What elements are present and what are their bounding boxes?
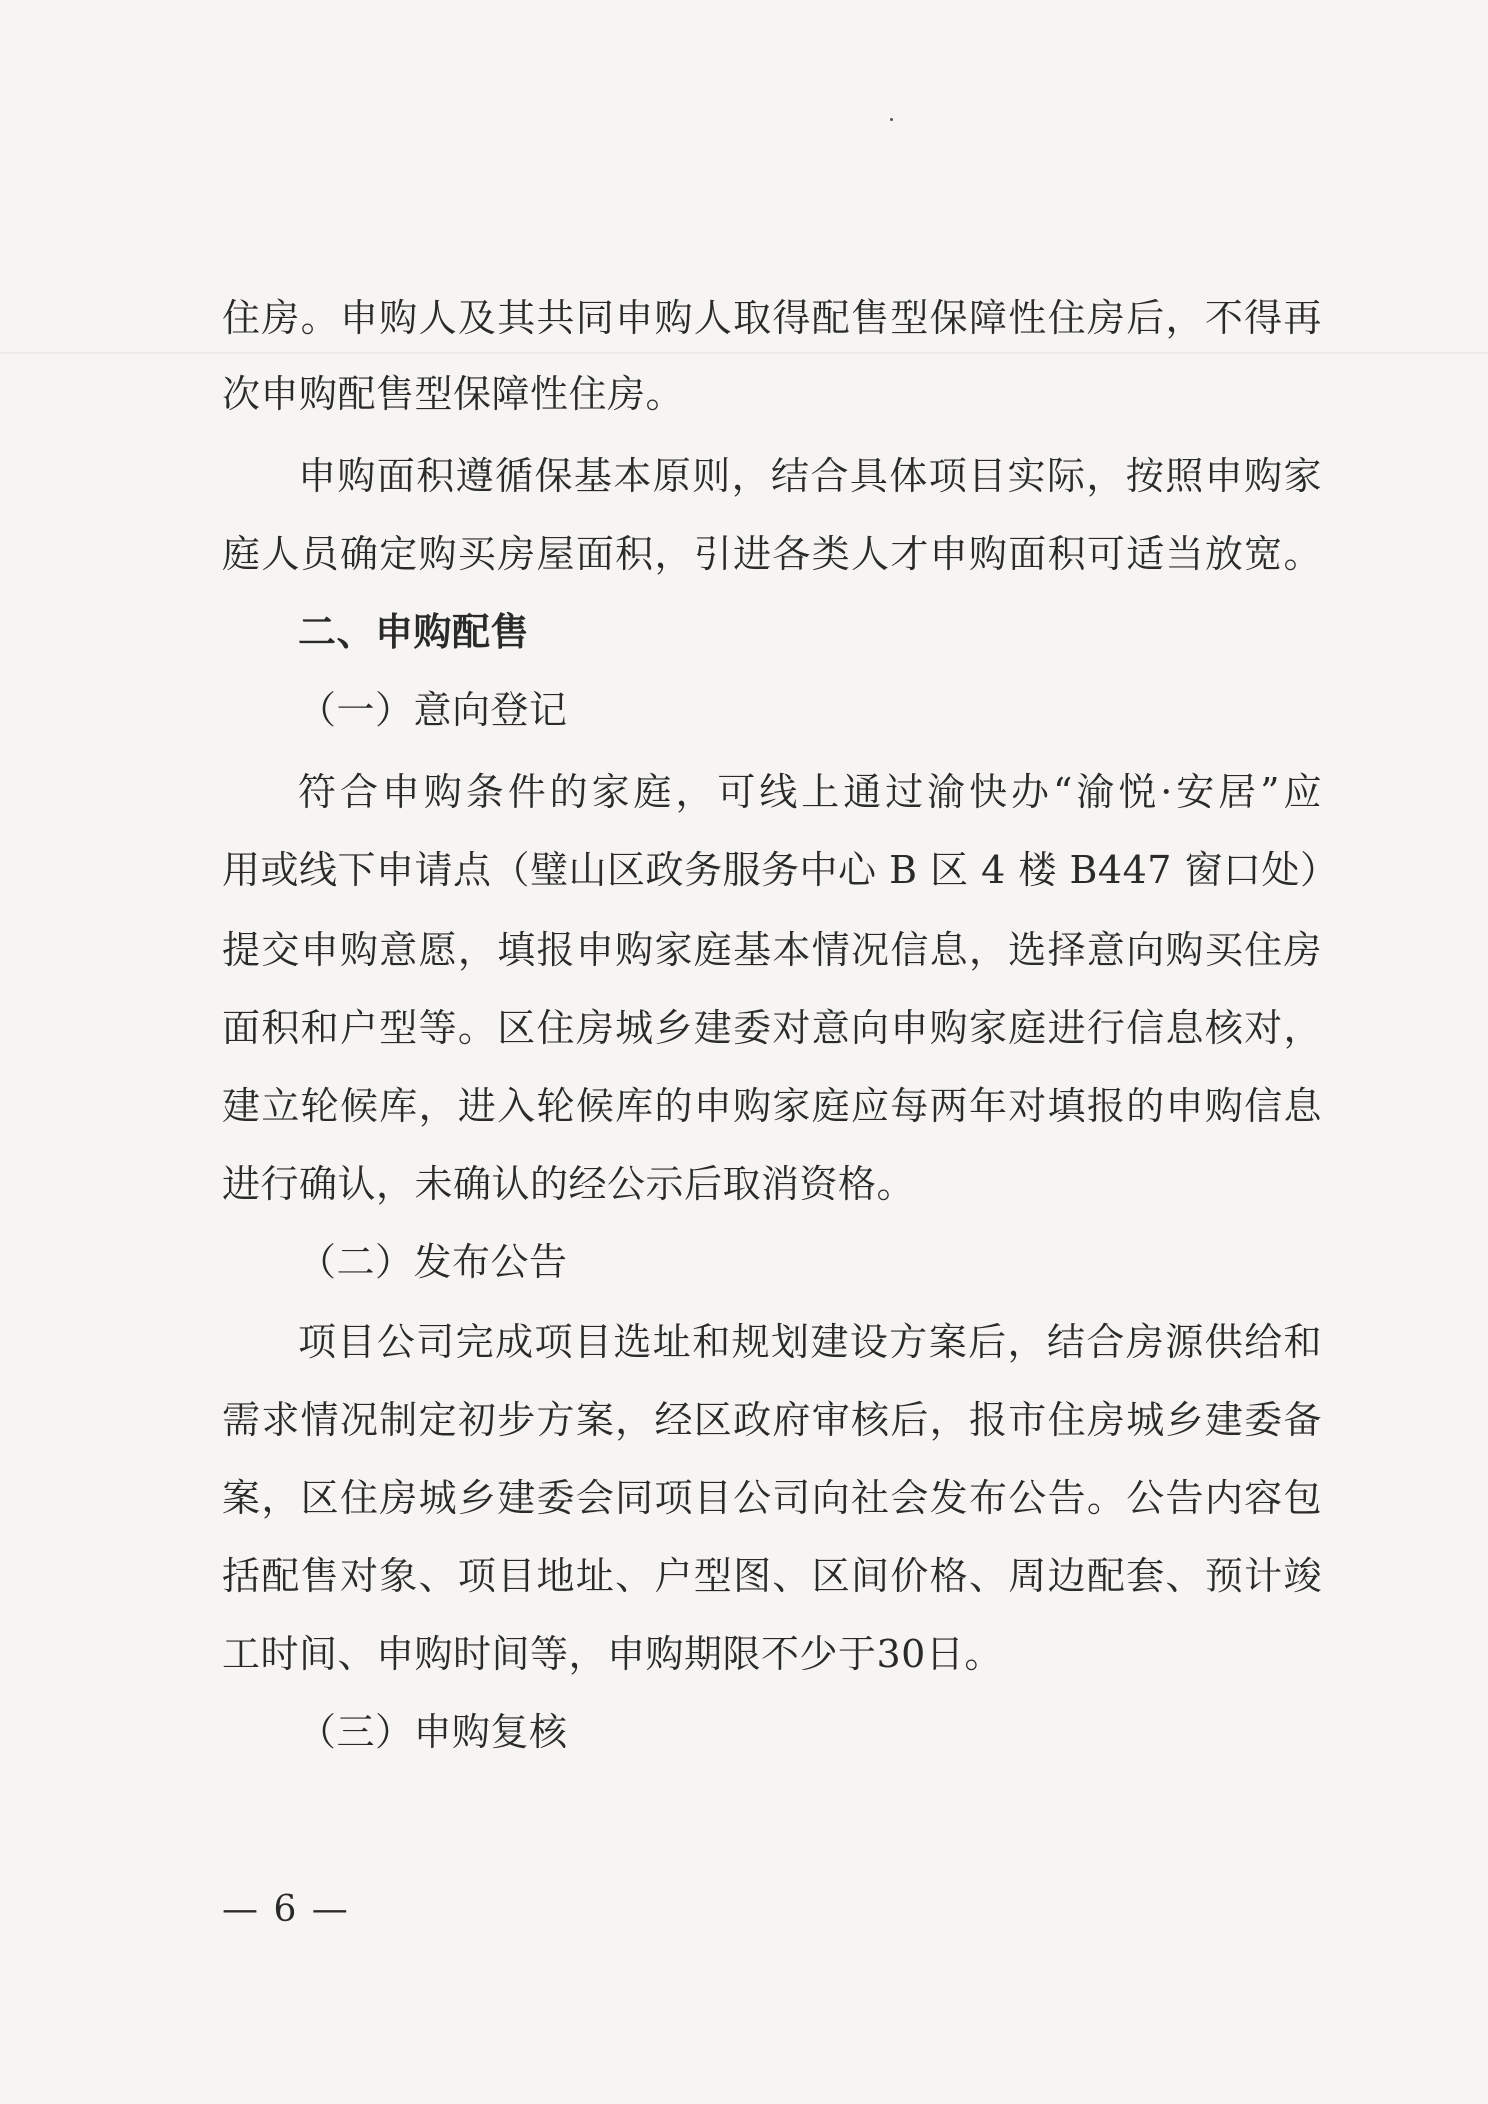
- body-line-11: 项目公司完成项目选址和规划建设方案后，结合房源供给和: [298, 1320, 1322, 1364]
- body-line-4: 庭人员确定购买房屋面积，引进各类人才申购面积可适当放宽。: [222, 532, 1322, 576]
- body-line-6: 用或线下申请点（璧山区政务服务中心 B 区 4 楼 B447 窗口处）: [222, 848, 1339, 892]
- scan-artifact-line: [0, 352, 1488, 354]
- section-heading-2: 二、申购配售: [298, 610, 530, 654]
- subsection-heading-2: （二）发布公告: [298, 1240, 568, 1284]
- body-line-12: 需求情况制定初步方案，经区政府审核后，报市住房城乡建委备: [222, 1398, 1322, 1442]
- body-line-15: 工时间、申购时间等，申购期限不少于30日。: [222, 1632, 1003, 1676]
- body-line-2: 次申购配售型保障性住房。: [222, 372, 685, 416]
- body-line-5: 符合申购条件的家庭，可线上通过渝快办“渝悦·安居”应: [298, 770, 1322, 814]
- body-line-14: 括配售对象、项目地址、户型图、区间价格、周边配套、预计竣: [222, 1554, 1322, 1598]
- body-line-9: 建立轮候库，进入轮候库的申购家庭应每两年对填报的申购信息: [222, 1084, 1322, 1128]
- scan-speck: [890, 118, 893, 121]
- page-number: — 6 —: [222, 1889, 350, 1930]
- body-line-13: 案，区住房城乡建委会同项目公司向社会发布公告。公告内容包: [222, 1476, 1322, 1520]
- body-line-3: 申购面积遵循保基本原则，结合具体项目实际，按照申购家: [298, 454, 1322, 498]
- body-line-7: 提交申购意愿，填报申购家庭基本情况信息，选择意向购买住房: [222, 928, 1322, 972]
- subsection-heading-3: （三）申购复核: [298, 1710, 568, 1754]
- body-line-8: 面积和户型等。区住房城乡建委对意向申购家庭进行信息核对，: [222, 1006, 1322, 1050]
- body-line-10: 进行确认，未确认的经公示后取消资格。: [222, 1162, 916, 1206]
- subsection-heading-1: （一）意向登记: [298, 688, 568, 732]
- body-line-1: 住房。申购人及其共同申购人取得配售型保障性住房后，不得再: [222, 296, 1322, 340]
